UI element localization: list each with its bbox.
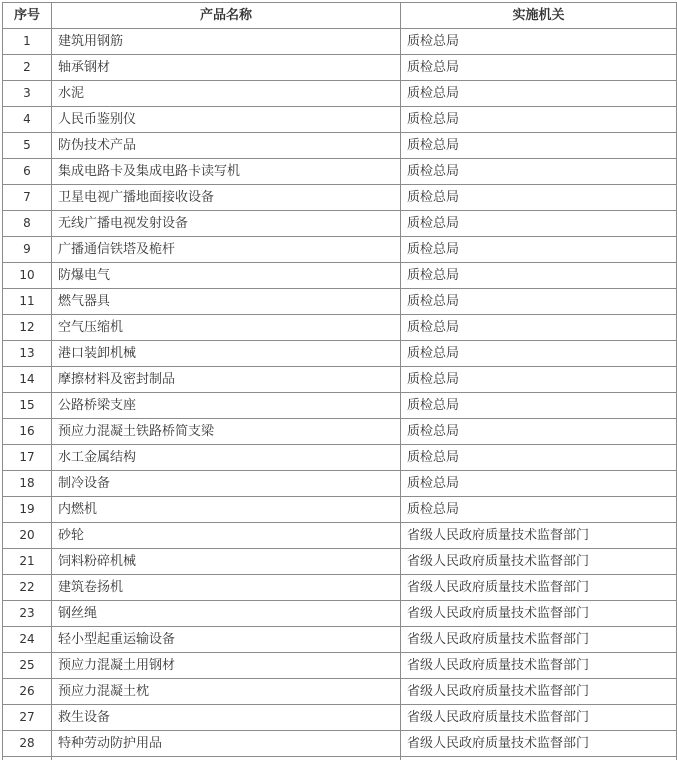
row-index: 16 [3,419,52,445]
row-index: 17 [3,445,52,471]
row-agency: 省级人民政府质量技术监督部门 [401,549,677,575]
row-product-name: 制冷设备 [52,471,401,497]
row-product-name: 防爆电气 [52,263,401,289]
table-row [3,393,677,419]
row-product-name: 水工金属结构 [52,445,401,471]
row-product-name: 港口装卸机械 [52,341,401,367]
row-product-name: 钢丝绳 [52,601,401,627]
row-product-name: 内燃机 [52,497,401,523]
row-index: 27 [3,705,52,731]
table-row [3,679,677,705]
table-row [3,185,677,211]
row-index: 5 [3,133,52,159]
row-product-name: 轴承钢材 [52,55,401,81]
row-product-name: 人民币鉴别仪 [52,107,401,133]
table-row [3,159,677,185]
table-row [3,497,677,523]
row-agency: 质检总局 [401,393,677,419]
table-row [3,341,677,367]
row-product-name: 特种劳动防护用品 [52,731,401,757]
row-index: 14 [3,367,52,393]
row-index: 2 [3,55,52,81]
table-row [3,419,677,445]
row-agency: 质检总局 [401,133,677,159]
row-agency: 省级人民政府质量技术监督部门 [401,575,677,601]
row-agency: 质检总局 [401,185,677,211]
row-product-name: 空气压缩机 [52,315,401,341]
row-agency: 质检总局 [401,29,677,55]
row-product-name: 水泥 [52,81,401,107]
table-row [3,237,677,263]
row-product-name: 预应力混凝土用钢材 [52,653,401,679]
table-row [3,133,677,159]
table-row [3,29,677,55]
row-agency: 省级人民政府质量技术监督部门 [401,653,677,679]
row-index: 15 [3,393,52,419]
row-index: 18 [3,471,52,497]
row-agency: 质检总局 [401,211,677,237]
row-agency: 质检总局 [401,107,677,133]
row-agency: 省级人民政府质量技术监督部门 [401,705,677,731]
row-agency [401,757,677,760]
row-index: 3 [3,81,52,107]
row-product-name [52,757,401,760]
row-agency: 质检总局 [401,445,677,471]
row-index: 28 [3,731,52,757]
row-product-name: 广播通信铁塔及桅杆 [52,237,401,263]
header-index: 序号 [3,3,52,29]
table-row [3,471,677,497]
table-row [3,445,677,471]
row-product-name: 轻小型起重运输设备 [52,627,401,653]
row-index: 7 [3,185,52,211]
row-index: 8 [3,211,52,237]
table-row [3,757,677,760]
row-agency: 质检总局 [401,367,677,393]
table-row [3,107,677,133]
row-product-name: 救生设备 [52,705,401,731]
header-row [3,3,677,29]
row-index: 20 [3,523,52,549]
row-agency: 省级人民政府质量技术监督部门 [401,601,677,627]
row-product-name: 预应力混凝土铁路桥简支梁 [52,419,401,445]
product-table [2,2,677,760]
table-row [3,55,677,81]
row-index: 9 [3,237,52,263]
table-row [3,601,677,627]
row-index: 24 [3,627,52,653]
row-index: 12 [3,315,52,341]
row-agency: 质检总局 [401,263,677,289]
row-index: 11 [3,289,52,315]
table-row [3,315,677,341]
row-agency: 省级人民政府质量技术监督部门 [401,731,677,757]
row-index [3,757,52,760]
table-row [3,211,677,237]
row-product-name: 集成电路卡及集成电路卡读写机 [52,159,401,185]
row-product-name: 防伪技术产品 [52,133,401,159]
row-product-name: 建筑用钢筋 [52,29,401,55]
row-index: 13 [3,341,52,367]
table-header [3,3,677,29]
row-index: 10 [3,263,52,289]
row-agency: 质检总局 [401,55,677,81]
row-index: 1 [3,29,52,55]
row-agency: 省级人民政府质量技术监督部门 [401,627,677,653]
header-product-name: 产品名称 [52,3,401,29]
row-product-name: 预应力混凝土枕 [52,679,401,705]
row-agency: 省级人民政府质量技术监督部门 [401,523,677,549]
table-row [3,367,677,393]
table-row [3,523,677,549]
table-row [3,705,677,731]
row-agency: 省级人民政府质量技术监督部门 [401,679,677,705]
row-product-name: 摩擦材料及密封制品 [52,367,401,393]
row-agency: 质检总局 [401,315,677,341]
row-index: 19 [3,497,52,523]
row-agency: 质检总局 [401,497,677,523]
row-index: 4 [3,107,52,133]
row-product-name: 建筑卷扬机 [52,575,401,601]
table-row [3,653,677,679]
row-product-name: 燃气器具 [52,289,401,315]
row-product-name: 无线广播电视发射设备 [52,211,401,237]
row-agency: 质检总局 [401,419,677,445]
row-product-name: 砂轮 [52,523,401,549]
row-agency: 质检总局 [401,341,677,367]
table-row [3,731,677,757]
table-row [3,549,677,575]
table-body [3,29,677,760]
row-index: 25 [3,653,52,679]
row-index: 21 [3,549,52,575]
row-index: 22 [3,575,52,601]
table-row [3,627,677,653]
table-row [3,263,677,289]
row-agency: 质检总局 [401,289,677,315]
table-row [3,81,677,107]
row-index: 23 [3,601,52,627]
row-index: 6 [3,159,52,185]
row-agency: 质检总局 [401,159,677,185]
row-agency: 质检总局 [401,471,677,497]
row-agency: 质检总局 [401,81,677,107]
row-product-name: 公路桥梁支座 [52,393,401,419]
row-agency: 质检总局 [401,237,677,263]
table-row [3,289,677,315]
row-product-name: 饲料粉碎机械 [52,549,401,575]
header-agency: 实施机关 [401,3,677,29]
row-product-name: 卫星电视广播地面接收设备 [52,185,401,211]
row-index: 26 [3,679,52,705]
table-row [3,575,677,601]
